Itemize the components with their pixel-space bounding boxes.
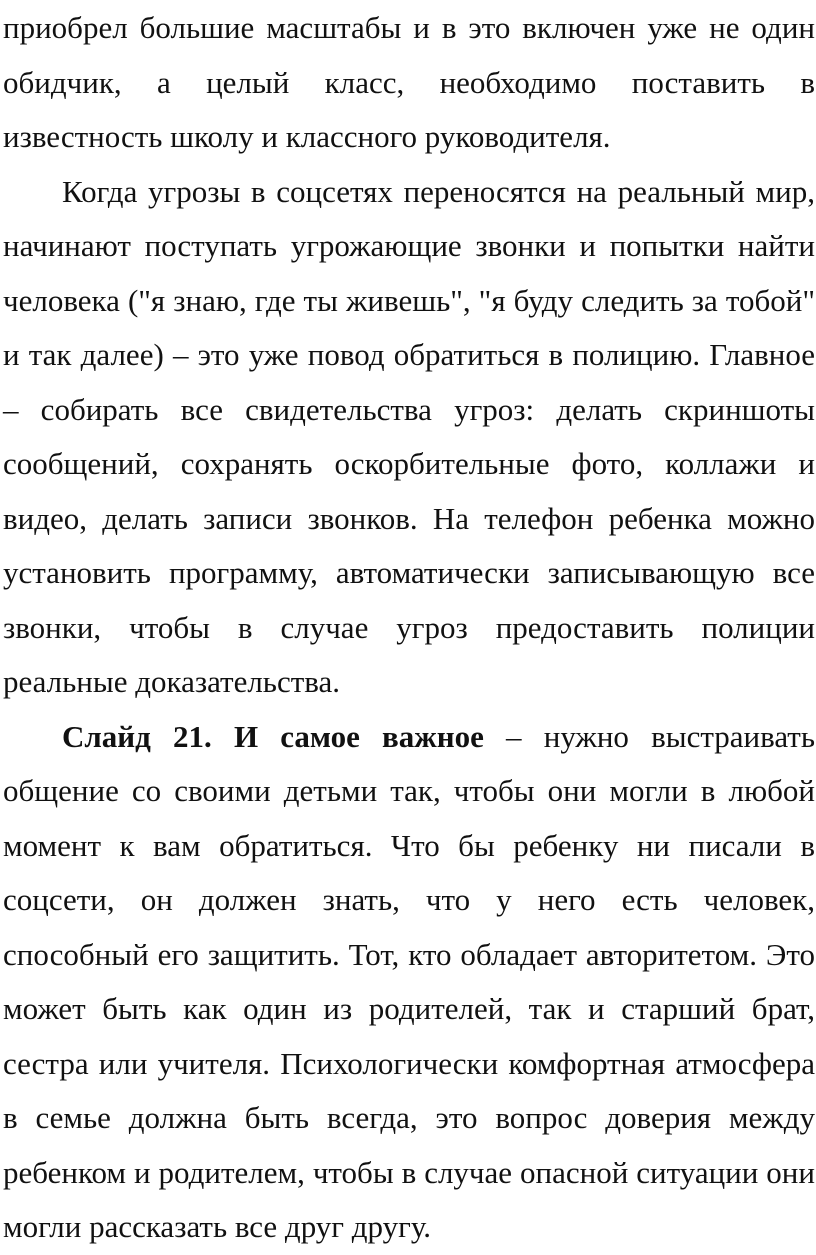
paragraph-continuation: приобрел большие масштабы и в это включен уже не один обидчик, а целый класс, необходимо поставить в известность школу и классного руководителя. [3, 10, 815, 154]
slide-heading: Слайд 21. И самое важное [62, 718, 484, 754]
paragraph-slide-21 [3, 710, 815, 1255]
paragraph-threats-police: Когда угрозы в соцсетях переносятся на реальный мир, начинают поступать угрожающие звонки и попытки найти человека ("я знаю, где ты живешь", "я буду следить за тобой" и так далее) – это уже повод обратиться в полицию. Главное – собирать все свидетельства угроз: делать скриншоты сообщений, сохранять оскорбительные фото, коллажи и видео, делать записи звонков. На телефон ребенка можно установить программу, автоматически записывающую все звонки, чтобы в случае угроз предоставить полиции реальные доказательства. [3, 173, 815, 699]
slide-21-text: – нужно выстраивать общение со своими детьми так, чтобы они могли в любой момент к вам обратиться. Что бы ребенку ни писали в соцсети, он должен знать, что у него есть человек, способный его защитить. Тот, кто обладает авторитетом. Это может быть как один из родителей, так и старший брат, сестра или учителя. Психологически комфортная атмосфера в семье должна быть всегда, это вопрос доверия между ребенком и родителем, чтобы в случае опасной ситуации они могли рассказать все друг другу. [3, 718, 815, 1244]
